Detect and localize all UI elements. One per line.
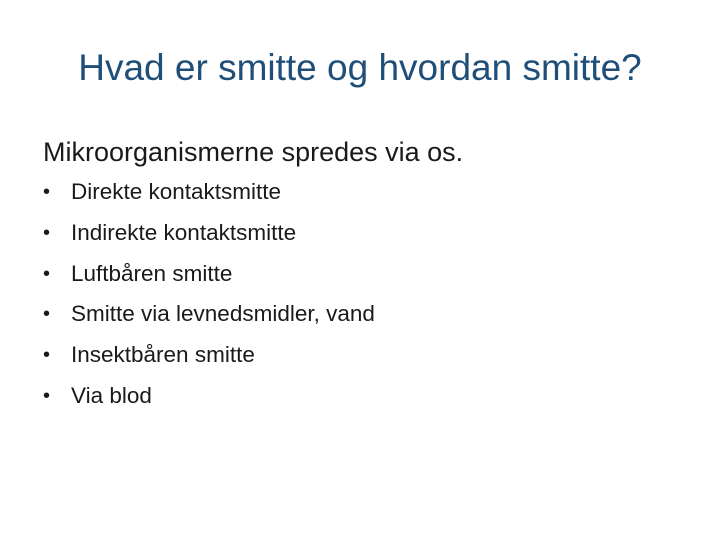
list-item xyxy=(43,177,375,218)
list-item-text: Insektbåren smitte xyxy=(71,342,255,368)
slide-title: Hvad er smitte og hvordan smitte? xyxy=(78,47,642,88)
bullet-icon: • xyxy=(43,262,51,285)
list-item xyxy=(43,259,375,300)
bullet-icon: • xyxy=(43,221,51,244)
list-item-text: Smitte via levnedsmidler, vand xyxy=(71,301,375,327)
list-item-text: Via blod xyxy=(71,382,152,408)
bullet-icon: • xyxy=(43,303,51,326)
list-item xyxy=(43,381,375,422)
list-item-text: Direkte kontaktsmitte xyxy=(71,179,282,204)
list-item xyxy=(43,299,375,340)
list-item-text: Luftbåren smitte xyxy=(71,260,233,286)
bullet-icon: • xyxy=(43,384,51,407)
bullet-list xyxy=(43,177,375,422)
bullet-icon: • xyxy=(43,344,51,367)
list-item xyxy=(43,218,375,259)
list-item-text: Indirekte kontaktsmitte xyxy=(71,219,297,245)
list-item xyxy=(43,340,375,381)
intro-text: Mikroorganismerne spredes via os. xyxy=(43,137,464,167)
bullet-icon: • xyxy=(43,181,51,203)
